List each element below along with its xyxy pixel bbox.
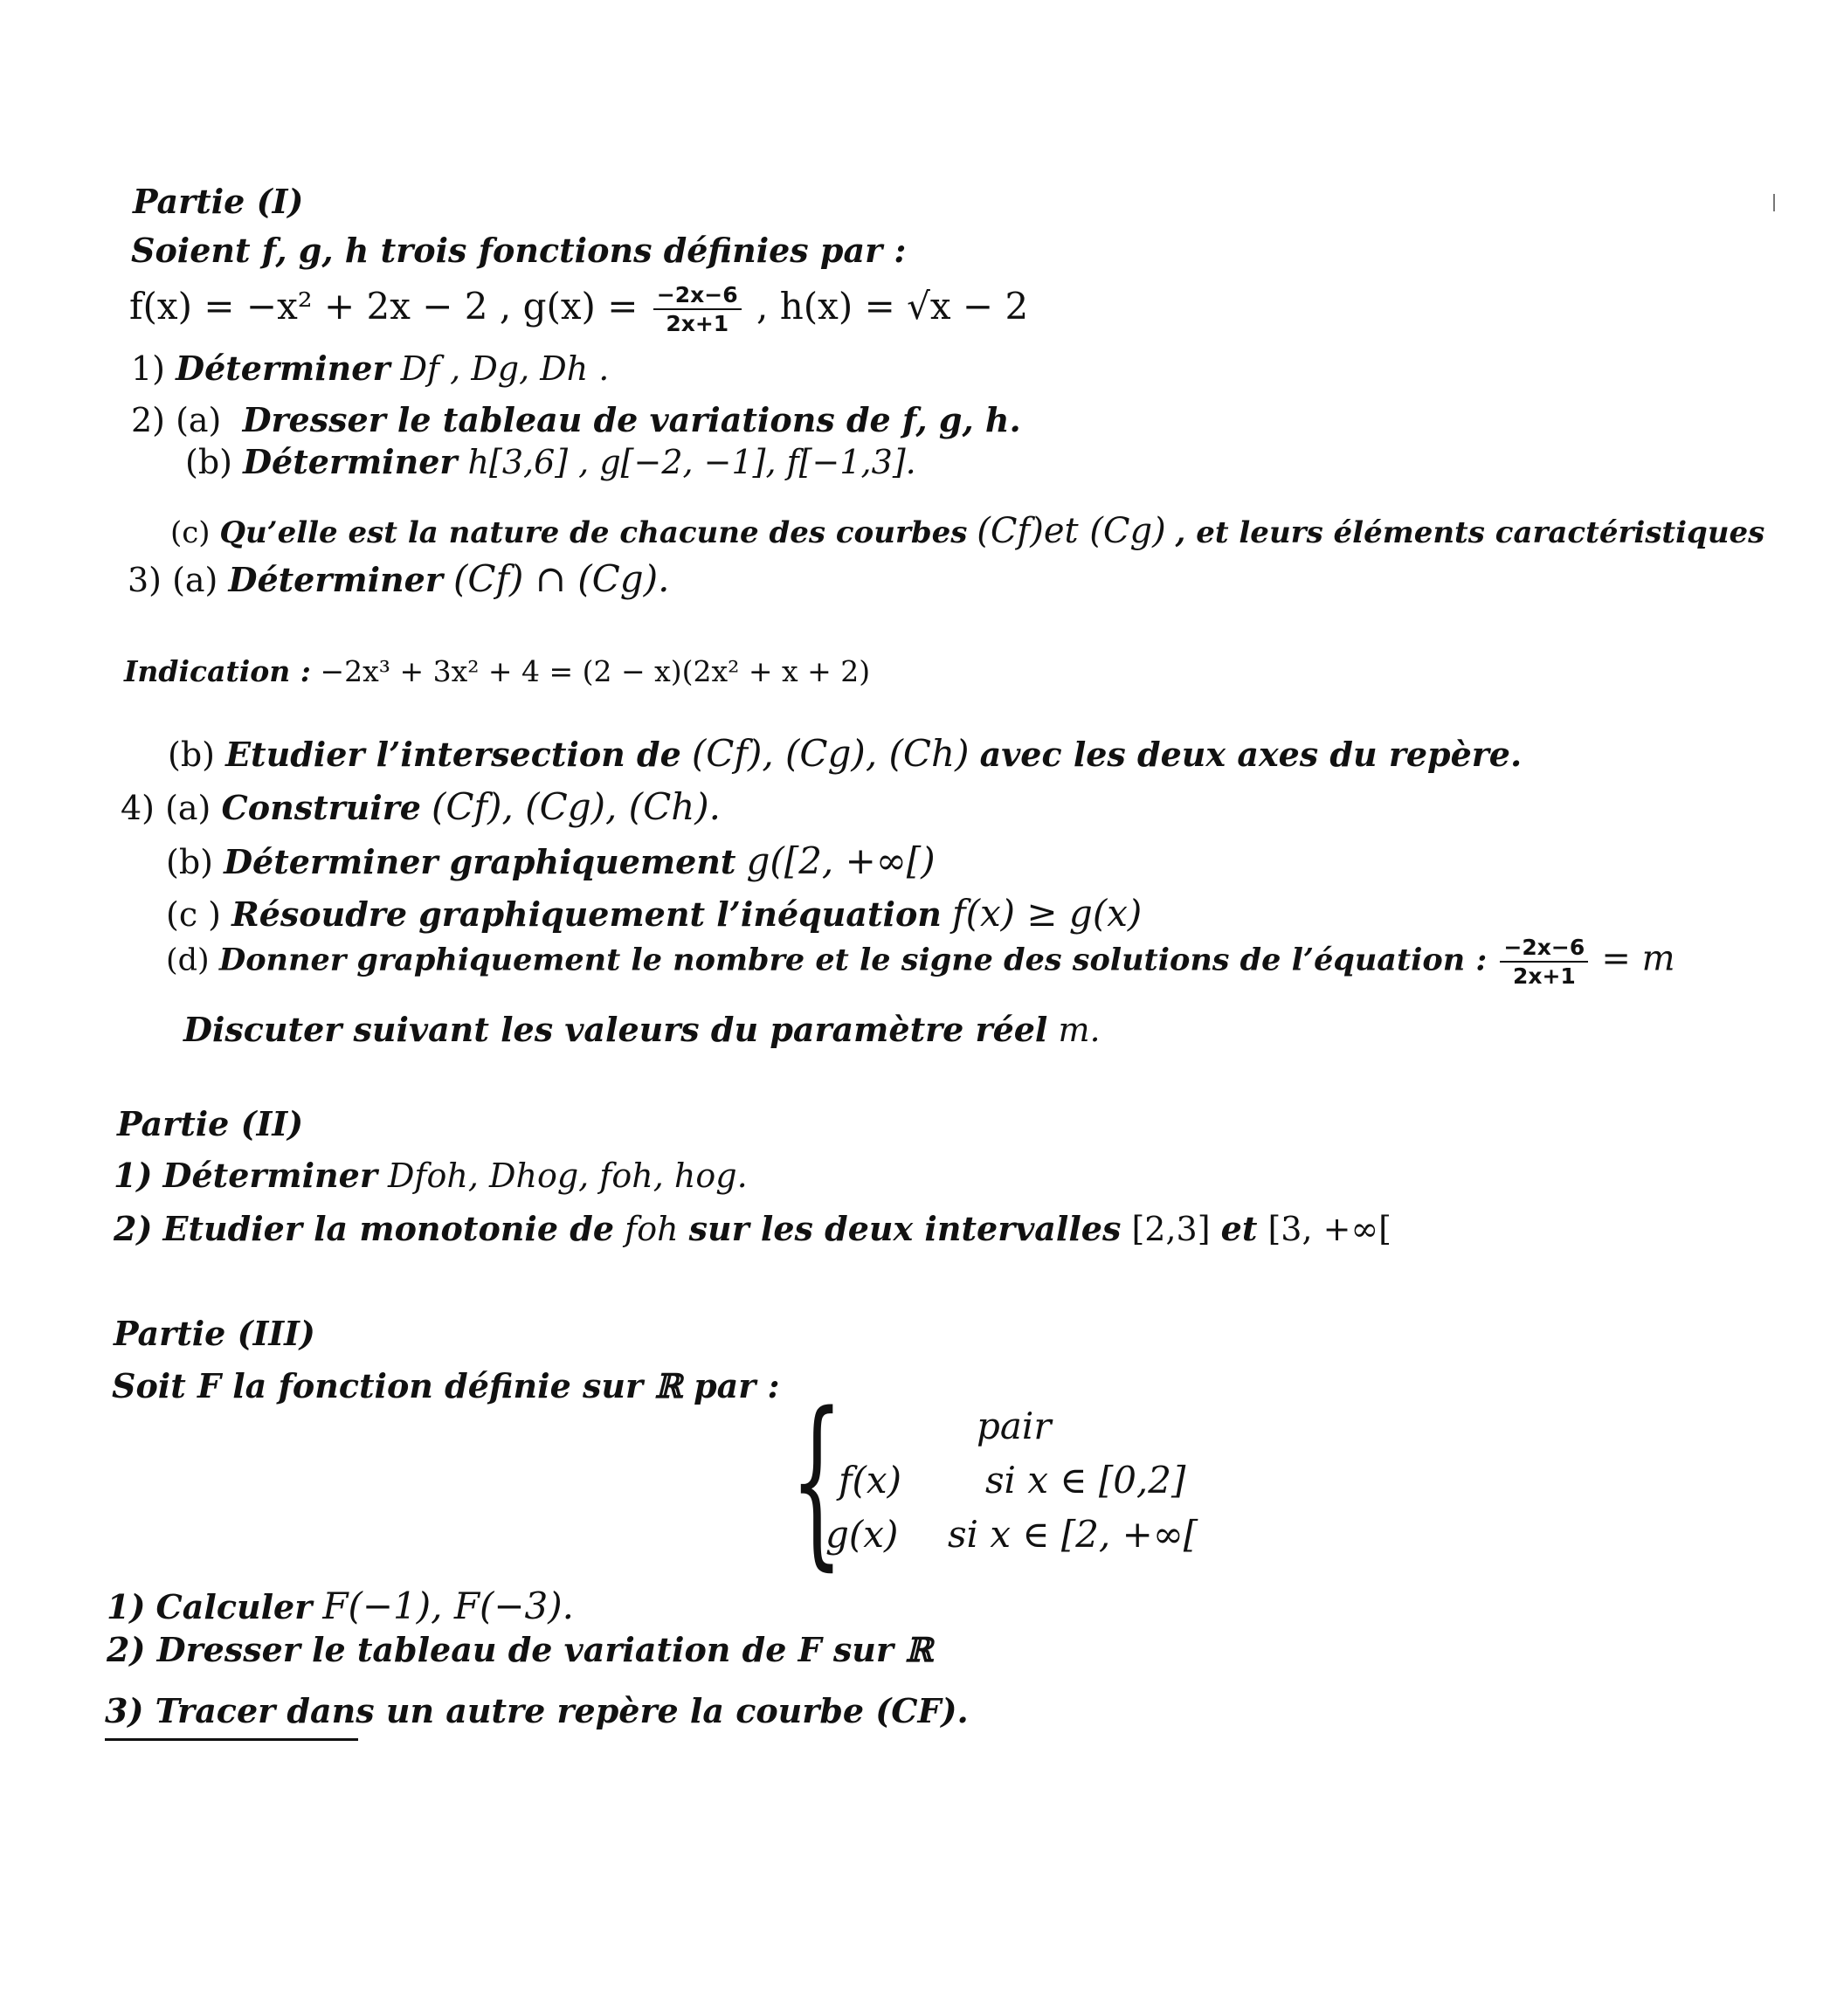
q4b-text: Déterminer graphiquement (224, 842, 736, 881)
question-1-4a (121, 785, 721, 828)
margin-mark (1773, 194, 1775, 211)
def-f: f(x) = −x² + 2x − 2 , (129, 285, 512, 328)
question-1-3a (128, 557, 670, 600)
case2-function: g(x) (825, 1513, 899, 1556)
def-g-lhs: g(x) = (522, 285, 639, 328)
question-3-1 (107, 1584, 575, 1627)
question-1-4b (166, 839, 936, 882)
q4d-numerator: −2x−6 (1500, 936, 1588, 963)
q4a-label: 4) (a) (121, 789, 211, 827)
q4b-math: g([2, +∞[) (746, 839, 936, 882)
q4d-text2: Discuter suivant les valeurs du paramètre réel (183, 1010, 1048, 1049)
question-3-2 (107, 1630, 933, 1669)
question-1-4d (166, 936, 1675, 987)
q2a-text: Dresser le tableau de variations de f, g, h. (242, 400, 1021, 439)
q4d-denominator: 2x+1 (1512, 963, 1576, 989)
indication-math: −2x³ + 3x² + 4 = (2 − x)(2x² + x + 2) (320, 654, 871, 688)
q2a-label: 2) (a) (131, 401, 222, 439)
q4c-math: f(x) ≥ g(x) (952, 892, 1143, 935)
p2-q2-text3: et (1220, 1209, 1258, 1248)
question-1-4c (166, 892, 1143, 935)
case1-function: f(x) (839, 1459, 902, 1502)
g-fraction (653, 284, 742, 335)
part1-intro: Soient f, g, h trois fonctions définies par : (131, 231, 907, 270)
q4c-text: Résoudre graphiquement l’inéquation (231, 894, 942, 934)
q2c-label: (c) (170, 515, 211, 550)
q2b-label: (b) (185, 443, 232, 481)
question-1-3b (168, 732, 1523, 775)
question-1-4d-discuss (183, 1010, 1101, 1049)
q2b-math: h[3,6] , g[−2, −1], f[−1,3]. (467, 443, 916, 481)
part1-title: Partie (I) (133, 182, 304, 221)
q3a-label: 3) (a) (128, 561, 218, 599)
q4d-rhs: = m (1601, 938, 1675, 979)
question-1-2a (131, 400, 1021, 439)
p3-q3-label: 3) (105, 1691, 144, 1730)
p3-q1-label: 1) (107, 1587, 146, 1626)
case1-condition: si x ∈ [0,2] (985, 1459, 1186, 1502)
piecewise-brace: { (791, 1373, 844, 1587)
question-2-1 (114, 1156, 748, 1195)
indication (124, 654, 871, 688)
p2-q2-label: 2) (114, 1209, 153, 1248)
q3b-text2: avec les deux axes du repère. (979, 735, 1523, 774)
q4a-text: Construire (221, 788, 421, 827)
p3-q1-math: F(−1), F(−3). (322, 1584, 575, 1627)
q4d-m: m. (1058, 1011, 1101, 1049)
q3b-label: (b) (168, 735, 215, 774)
q4a-math: (Cf), (Cg), (Ch). (432, 785, 721, 828)
p3-q2-text: Dresser le tableau de variation de F sur ℝ (156, 1630, 933, 1669)
question-1-1 (131, 349, 610, 388)
q1-text: Déterminer (176, 349, 390, 388)
question-1-2b (185, 442, 916, 481)
p2-q1-label: 1) (114, 1156, 153, 1195)
underline-stroke (105, 1738, 358, 1741)
q2c-math: (Cf)et (Cg) (977, 511, 1166, 551)
question-1-2c (170, 511, 1765, 551)
p2-q1-text: Déterminer (162, 1156, 377, 1195)
q4c-label: (c ) (166, 895, 222, 934)
p2-q2-math2: [2,3] (1131, 1210, 1211, 1248)
case-parity: pair (977, 1405, 1052, 1447)
case2-condition: si x ∈ [2, +∞[ (948, 1513, 1198, 1556)
q4d-text: Donner graphiquement le nombre et le signe des solutions de l’équation : (218, 942, 1488, 978)
q4d-label: (d) (166, 942, 210, 978)
indication-label: Indication : (124, 654, 311, 688)
p2-q2-text2: sur les deux intervalles (688, 1209, 1122, 1248)
p2-q2-math1: foh (625, 1210, 679, 1248)
q2b-text: Déterminer (243, 442, 458, 481)
q4d-fraction (1500, 936, 1588, 987)
p2-q2-math3: [3, +∞[ (1267, 1210, 1391, 1248)
q1-label: 1) (131, 349, 166, 388)
q3a-math: (Cf) ∩ (Cg). (452, 557, 670, 600)
p3-q2-label: 2) (107, 1630, 146, 1669)
part2-title: Partie (II) (117, 1104, 304, 1143)
q4b-label: (b) (166, 843, 213, 881)
p3-q3-text: Tracer dans un autre repère la courbe (CF). (155, 1691, 969, 1730)
p2-q1-math: Dfoh, Dhog, foh, hog. (387, 1156, 748, 1195)
p3-q1-text: Calculer (155, 1587, 313, 1626)
def-h: , h(x) = √x − 2 (756, 285, 1029, 328)
g-denominator: 2x+1 (666, 311, 729, 336)
part3-title: Partie (III) (114, 1314, 315, 1353)
question-2-2 (114, 1209, 1391, 1248)
q2c-text2: , et leurs éléments caractéristiques (1175, 515, 1765, 550)
q3b-text1: Etudier l’intersection de (225, 735, 681, 774)
q3a-text: Déterminer (228, 560, 443, 599)
question-3-3 (105, 1691, 969, 1730)
q3b-math: (Cf), (Cg), (Ch) (691, 732, 970, 775)
q2c-text1: Qu’elle est la nature de chacune des courbes (219, 515, 968, 550)
function-definitions (129, 284, 1028, 335)
part3-intro: Soit F la fonction définie sur ℝ par : (112, 1366, 780, 1405)
g-numerator: −2x−6 (653, 284, 742, 310)
p2-q2-text1: Etudier la monotonie de (162, 1209, 615, 1248)
q1-math: Df , Dg, Dh . (400, 349, 610, 388)
